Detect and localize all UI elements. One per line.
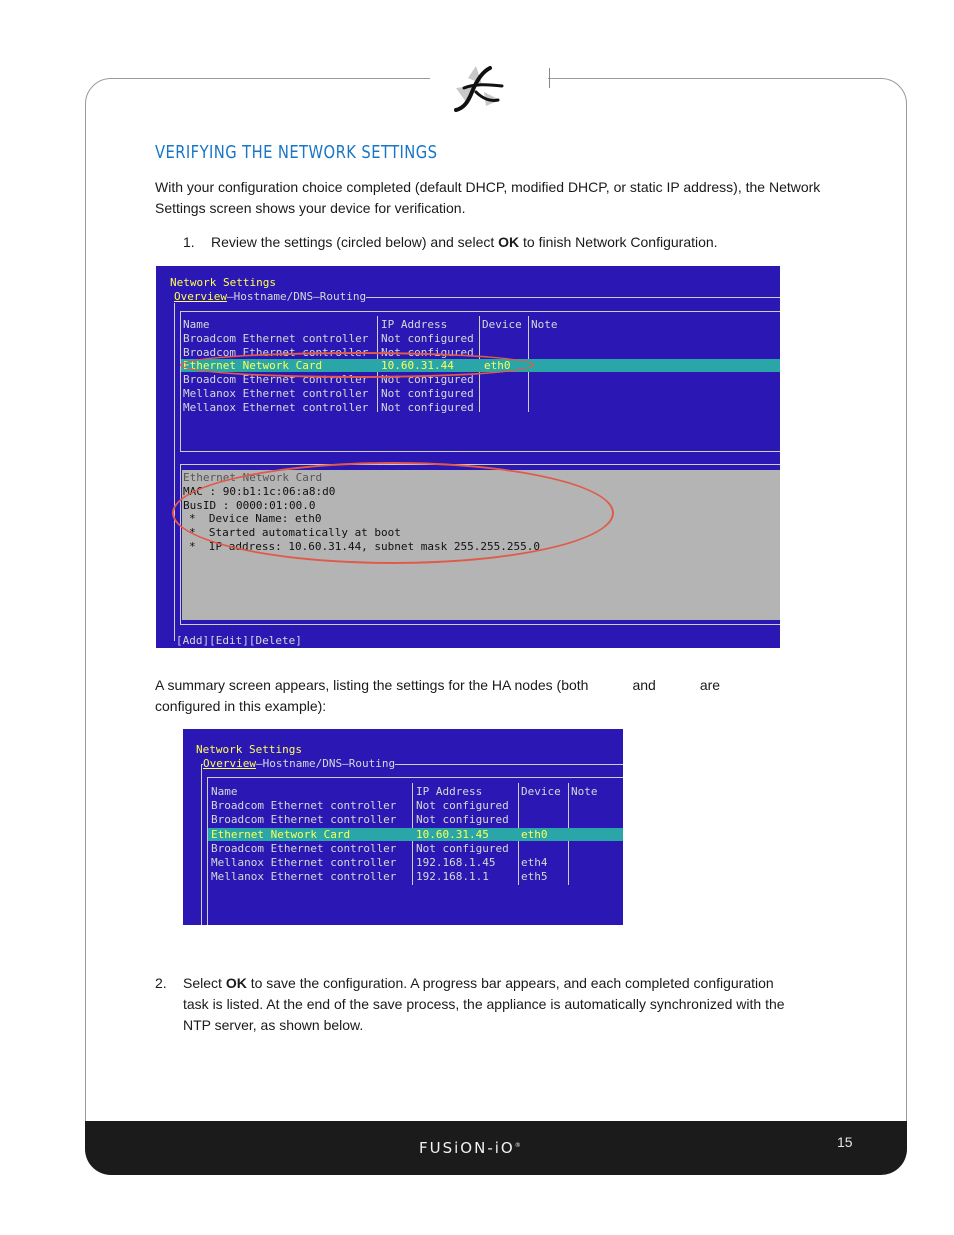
annotation-circle-row <box>180 352 534 378</box>
details-title: Ethernet Network Card <box>183 471 323 484</box>
screen-title: Network Settings <box>196 743 302 756</box>
step-2-number: 2. <box>155 975 167 991</box>
step-1: 1. Review the settings (circled below) and select OK to finish Network Configuration. <box>183 232 718 253</box>
details-mac: MAC : 90:b1:1c:06:a8:d0 <box>183 485 336 498</box>
col-header-device: Device <box>482 318 522 331</box>
ok-keyword: OK <box>498 234 520 250</box>
network-settings-screenshot-2: Network Settings Overview—Hostname/DNS—Routing Name IP Address Device Note Broadcom Ethernet controller Not configured Broadcom Ethernet controller Not configured Ethernet Network Card 10.60.31.45 eth0 Broadcom Ethernet controller Not configured Mellanox Ethernet controller 192.168.1.45 eth4 Mellanox Ethernet controller 192.168.1.1 eth5 <box>183 729 623 925</box>
col-header-device: Device <box>521 785 561 798</box>
tab-routing[interactable]: Routing <box>348 757 396 770</box>
details-bullet: * Started automatically at boot <box>189 526 401 539</box>
summary-line-1: A summary screen appears, listing the settings for the HA nodes (both and are <box>155 677 721 693</box>
col-header-ip: IP Address <box>381 318 448 331</box>
step-2-line-3: NTP server, as shown below. <box>183 1017 364 1033</box>
tab-hostname-dns[interactable]: Hostname/DNS <box>262 757 343 770</box>
col-header-ip: IP Address <box>416 785 483 798</box>
col-header-note: Note <box>571 785 598 798</box>
tab-overview[interactable]: Overview <box>203 757 256 770</box>
step-1-number: 1. <box>183 234 195 250</box>
col-header-name: Name <box>183 318 210 331</box>
fusion-io-logo-icon <box>446 62 510 114</box>
tab-routing[interactable]: Routing <box>319 290 367 303</box>
col-header-name: Name <box>211 785 238 798</box>
network-settings-screenshot-1: Network Settings Overview—Hostname/DNS—Routing Name IP Address Device Note Broadcom Ethernet controller Not configured Broadcom Ethernet controller Not configured Ethernet Network Card 10.60.31.44 eth0 Broadcom Ethernet controller Not configured Mellanox Ethernet controller Not configured Mellanox Ethernet controller Not configured Ethernet Network Card MAC : 90:b1:1c:06:a8:d0 BusID : 0000:01:00.0 * Device Name: eth0 * Started automatically at boot * IP address: 10.60.31.44, subnet mask 255.255.255.0 [Add][Edit][Delete] <box>156 266 780 648</box>
col-header-note: Note <box>531 318 558 331</box>
summary-line-2: configured in this example): <box>155 698 327 714</box>
details-bullet: * Device Name: eth0 <box>189 512 322 525</box>
ok-keyword: OK <box>225 975 247 991</box>
tab-bar: Overview—Hostname/DNS—Routing <box>174 290 367 303</box>
details-busid: BusID : 0000:01:00.0 <box>183 499 316 512</box>
step-2: 2. Select OK to save the configuration. A progress bar appears, and each completed configuration <box>155 973 774 994</box>
frame-tick <box>549 68 550 88</box>
brand-logo: FUSiON-iO® <box>419 1139 521 1157</box>
details-bullet: * IP address: 10.60.31.44, subnet mask 255.255.255.0 <box>189 540 540 553</box>
intro-paragraph: With your configuration choice completed (default DHCP, modified DHCP, or static IP address), the Network Settings screen shows your device for verification. <box>155 179 821 216</box>
section-heading: VERIFYING THE NETWORK SETTINGS <box>155 142 438 163</box>
annotation-circle-details <box>172 462 614 564</box>
tab-hostname-dns[interactable]: Hostname/DNS <box>233 290 314 303</box>
page-number: 15 <box>837 1134 853 1150</box>
step-2-line-2: task is listed. At the end of the save process, the appliance is automatically synchronized with the <box>183 996 785 1012</box>
page-footer <box>85 1121 907 1175</box>
action-bar[interactable]: [Add][Edit][Delete] <box>176 634 302 647</box>
screen-title: Network Settings <box>170 276 276 289</box>
tab-bar: Overview—Hostname/DNS—Routing <box>203 757 396 770</box>
tab-overview[interactable]: Overview <box>174 290 227 303</box>
